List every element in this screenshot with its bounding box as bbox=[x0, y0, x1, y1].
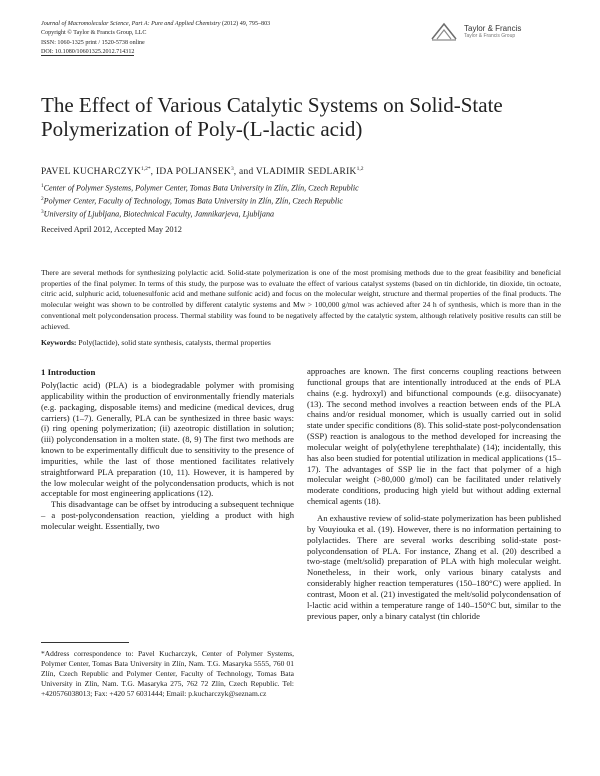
footnote-divider bbox=[41, 642, 129, 643]
received-date: Received April 2012, Accepted May 2012 bbox=[41, 225, 182, 234]
affiliation-1: Center of Polymer Systems, Polymer Center, Tomas Bata University in Zlín, Zlín, Czech Republic bbox=[43, 183, 359, 193]
author-1: PAVEL KUCHARCZYK bbox=[41, 167, 142, 178]
taylor-francis-logo-icon bbox=[430, 21, 460, 43]
journal-name: Journal of Macromolecular Science, Part A: Pure and Applied Chemistry bbox=[41, 21, 221, 27]
affiliation-3: University of Ljubljana, Biotechnical Faculty, Jamnikarjeva, Ljubljana bbox=[43, 209, 275, 219]
correspondence-footnote: *Address correspondence to: Pavel Kucharczyk, Center of Polymer Systems, Polymer Center, Tomas Bata University in Zlín, Nam. T.G. Masaryka 5555, 760 01 Zlín, Czech Republic and Polymer Center, Faculty of Technology, Tomas Bata University in Zlín, Nam. T.G. Masaryka 275, 762 72 Zlín, Czech Republic. Tel: +420576038013; Fax: +420 57 6031444; Email: p.kucharczyk@seznam.cz bbox=[41, 649, 294, 698]
copyright-line: Copyright © Taylor & Francis Group, LLC bbox=[41, 30, 147, 37]
paragraph: Poly(lactic acid) (PLA) is a biodegradable polymer with promising applicability within the production of environmentally friendly materials (e.g. packaging, disposable items) and medicine (medical devices, drug carriers) (1–7). Generally, PLA can be synthesized in three basic ways: (i) ring opening polymerization; (ii) azeotropic distillation in solution; (iii) polycondensation in a molten state. (8, 9) The first two methods are known to be experimentally difficult due to sensitivity to the presence of impurities, while the last of those mentioned facilitates relatively straightforward PLA preparation (10, 11). However, it is hampered by the low molecular weight of the polycondensation products, which is not acceptable for most engineering applications (12). bbox=[41, 380, 294, 499]
affiliation-2: Polymer Center, Faculty of Technology, Tomas Bata University in Zlín, Zlín, Czech Republic bbox=[43, 196, 343, 206]
publisher-name: Taylor & Francis bbox=[464, 24, 522, 33]
doi-link[interactable]: DOI: 10.1080/10601325.2012.714312 bbox=[41, 49, 135, 56]
keywords-list: Poly(lactide), solid state synthesis, catalysts, thermal properties bbox=[78, 338, 271, 347]
issn-line: ISSN: 1060-1325 print / 1520-5738 online bbox=[41, 39, 145, 46]
body-column-left bbox=[41, 380, 294, 532]
author-3-affil: 1,2 bbox=[356, 166, 364, 172]
section-heading: 1 Introduction bbox=[41, 367, 96, 377]
paragraph: This disadvantage can be offset by introducing a subsequent technique – a post-polycondensation reaction, yielding a product with high molecular weight. Essentially, two bbox=[41, 499, 294, 531]
author-list: PAVEL $KUCHARCZYK^{1,2*}$, IDA POLJANSEK$^3$, and VLADIMIR SEDLARIK$^{1,2}$ bbox=[41, 166, 364, 178]
author-2: IDA POLJANSEK bbox=[155, 167, 231, 178]
paragraph: An exhaustive review of solid-state polymerization has been published by Vouyiouka et al. (19). However, there is no information pertaining to polylactides. There are several works describing solid-state post-polycondensation of PLA. For instance, Zhang et al. (20) described a two-stage (melt/solid) preparation of PLA with high molecular weight. Nonetheless, in their work, only various binary catalysts and considerably higher reaction temperatures (150–180°C) were applied. In contrast, Moon et al. (21) investigated the melt/solid polycondensation of l-lactic acid within a temperature range of 140–150°C but, similar to the previous paper, only a binary catalyst (tin chloride bbox=[307, 512, 561, 621]
journal-header bbox=[41, 20, 270, 58]
keywords bbox=[41, 338, 271, 347]
publisher-logo bbox=[430, 21, 560, 43]
body-column-right bbox=[307, 366, 561, 621]
paragraph: approaches are known. The first concerns coupling reactions between functional groups that are intentionally introduced at the ends of PLA chains (e.g. hydroxyl) and bifunctional compounds (e.g. diisocyanate) (13). The second method involves a reaction between ends of the PLA chains and/or residual monomer, which is usually carried out in solid state under specific conditions (8). This solid-state post-polycondensation (SSP) reaction is analogous to the method developed for increasing the molecular weight of poly(ethylene terephthalate) (14); incidentally, this has also been studied for potential utilization in medical applications (15–17). The advantages of SSP lie in the fact that polymer of a high molecular weight (>80,000 g/mol) can be facilitated under relatively moderate conditions, producing high yield but without adding external chemical agents (18). bbox=[307, 366, 561, 507]
title-line-2: Polymerization of Poly-(L-lactic acid) bbox=[41, 117, 363, 141]
article-title bbox=[41, 93, 541, 141]
title-line-1: The Effect of Various Catalytic Systems on Solid-State bbox=[41, 93, 503, 117]
abstract-text: There are several methods for synthesizing polylactic acid. Solid-state polymerization is one of the most promising methods due to the great feasibility and beneficial properties of the final polymer. In terms of this study, the purpose was to evaluate the effect of various catalyst systems (based on tin dichloride, tin dioxide, tin octoate, citric acid, sulphuric acid, toluenesulfonic acid and methane sulfonic acid) and focus on the molecular weight, structure and thermal properties of the final products. The molecular weight was shown to be controlled by different catalytic systems and Mw > 100,000 g/mol was achieved after 24 h of synthesis, which is more than in the conventional melt polycondensation process. Thermal stability was found to be negatively affected by the catalytic system, although relatively positive results can still be achieved. bbox=[41, 268, 561, 331]
author-3: and VLADIMIR SEDLARIK bbox=[239, 167, 357, 178]
publisher-subname: Taylor & Francis Group bbox=[464, 33, 516, 39]
keywords-label: Keywords: bbox=[41, 338, 77, 347]
author-2-affil: 3 bbox=[230, 166, 234, 172]
journal-volume: (2012) 49, 795–803 bbox=[221, 21, 271, 27]
affiliations: $^1$Center of Polymer Systems, Polymer Center, Tomas Bata University in Zlín, Zlín, Czech Republic $^2$Polymer Center, Faculty of Technology, Tomas Bata University in Zlín, Zlín, Czech Republic $^3$University of Ljubljana, Biotechnical Faculty, Jamnikarjeva, Ljubljana bbox=[41, 183, 359, 219]
author-1-affil: 1,2* bbox=[141, 166, 151, 172]
